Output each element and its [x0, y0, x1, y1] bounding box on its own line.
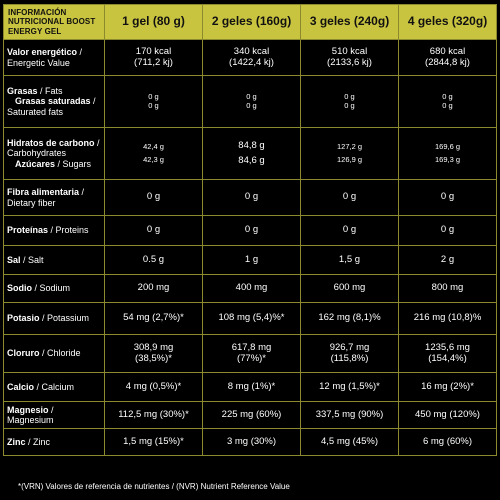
sublabel-sep: / Sugars	[55, 158, 92, 169]
label-en: / Potassium	[39, 313, 90, 324]
cell-value: 0 g	[203, 216, 301, 246]
table-row	[4, 402, 497, 429]
cell-value: 0 g	[301, 180, 399, 216]
label-es: Zinc	[7, 436, 26, 447]
label-sep: /	[77, 47, 83, 58]
label-sep: /	[79, 187, 85, 198]
label-es: Magnesio	[7, 404, 49, 415]
row-label	[4, 216, 105, 246]
cell-value: 0 g	[301, 216, 399, 246]
footnote: *(VRN) Valores de referencia de nutrientes / (NVR) Nutrient Reference Value	[18, 482, 290, 491]
cell-value: 0.5 g	[105, 246, 203, 275]
nutrition-table	[3, 4, 497, 456]
cell-value: 12 mg (1,5%)*	[301, 373, 399, 402]
cell-value: 108 mg (5,4)%*	[203, 303, 301, 335]
title-line: ENERGY GEL	[8, 26, 62, 36]
cell-value	[301, 335, 399, 373]
label-en: / Magnesium	[7, 404, 54, 425]
label-es: Fibra alimentaria	[7, 187, 80, 198]
value-sub: (154,4%)	[428, 352, 467, 364]
row-label	[4, 335, 105, 373]
cell-value: 0 g	[399, 216, 497, 246]
value-sub: 169,3 g	[434, 154, 461, 164]
value-main: 617,8 mg	[231, 341, 272, 353]
value-main: 42,4 g	[143, 141, 164, 151]
cell-value	[301, 76, 399, 128]
cell-value: 0 g	[105, 180, 203, 216]
cell-value: 0 g	[399, 180, 497, 216]
header-row	[4, 5, 497, 40]
value-main: 308,9 mg	[133, 341, 174, 353]
value-sub: 0 g	[246, 100, 257, 110]
cell-value	[301, 40, 399, 76]
cell-value: 800 mg	[399, 275, 497, 303]
row-label	[4, 180, 105, 216]
label-es: Sal	[7, 254, 21, 265]
table-row	[4, 246, 497, 275]
value-main: 0 g	[246, 91, 257, 101]
column-header-3-geles: 3 geles (240g)	[301, 5, 399, 40]
value-main: 170 kcal	[135, 45, 172, 57]
cell-value: 0 g	[105, 216, 203, 246]
cell-value	[105, 76, 203, 128]
value-main: 84,8 g	[238, 139, 265, 151]
value-main: 680 kcal	[429, 45, 466, 57]
value-sub: (2133,6 kj)	[327, 56, 372, 68]
value-sub: (38,5%)*	[135, 352, 172, 364]
cell-value: 162 mg (8,1)%	[301, 303, 399, 335]
row-label	[4, 373, 105, 402]
value-main: 169,6 g	[434, 141, 461, 151]
value-main: 1235,6 mg	[425, 341, 470, 353]
row-label	[4, 303, 105, 335]
row-label	[4, 128, 105, 180]
sublabel-en: Saturated fats	[7, 106, 64, 117]
column-header-4-geles: 4 geles (320g)	[399, 5, 497, 40]
sublabel	[7, 159, 101, 169]
label-en: Dietary fiber	[7, 197, 56, 208]
label-es: Potasio	[7, 313, 40, 324]
sublabel-es: Azúcares	[15, 158, 56, 169]
value-main: 0 g	[148, 91, 159, 101]
value-sub: 42,3 g	[143, 154, 164, 164]
cell-value	[399, 76, 497, 128]
cell-value	[399, 128, 497, 180]
title-line: INFORMACIÓN	[8, 8, 67, 18]
cell-value	[203, 128, 301, 180]
sublabel	[7, 96, 101, 106]
cell-value: 8 mg (1%)*	[203, 373, 301, 402]
label-sep: / Fats	[37, 85, 63, 96]
value-sub: 84,6 g	[238, 154, 265, 166]
cell-value	[105, 335, 203, 373]
label-en: / Proteins	[48, 225, 89, 236]
label-es: Sodio	[7, 283, 32, 294]
table-row	[4, 40, 497, 76]
value-sub: (2844,8 kj)	[425, 56, 470, 68]
title-line: NUTRICIONAL BOOST	[8, 17, 96, 27]
label-en: / Zinc	[25, 436, 51, 447]
cell-value	[301, 128, 399, 180]
table-title	[4, 5, 105, 40]
column-header-2-geles: 2 geles (160g)	[203, 5, 301, 40]
value-sub: (1422,4 kj)	[229, 56, 274, 68]
table-row	[4, 275, 497, 303]
label-es: Valor energético	[7, 47, 78, 58]
table-row	[4, 303, 497, 335]
value-sub: 126,9 g	[336, 154, 363, 164]
sublabel-sep: /	[90, 96, 96, 107]
cell-value: 1 g	[203, 246, 301, 275]
cell-value: 450 mg (120%)	[399, 402, 497, 429]
cell-value	[105, 40, 203, 76]
cell-value: 4 mg (0,5%)*	[105, 373, 203, 402]
table-row	[4, 128, 497, 180]
cell-value: 112,5 mg (30%)*	[105, 402, 203, 429]
label-en: / Chloride	[39, 348, 81, 359]
cell-value	[399, 335, 497, 373]
column-header-1-gel: 1 gel (80 g)	[105, 5, 203, 40]
cell-value: 6 mg (60%)	[399, 429, 497, 456]
value-sub: 0 g	[442, 100, 453, 110]
row-label	[4, 402, 105, 429]
cell-value: 200 mg	[105, 275, 203, 303]
cell-value: 1,5 g	[301, 246, 399, 275]
cell-value: 216 mg (10,8)%	[399, 303, 497, 335]
label-en: / Salt	[20, 254, 44, 265]
cell-value: 225 mg (60%)	[203, 402, 301, 429]
cell-value: 4,5 mg (45%)	[301, 429, 399, 456]
cell-value: 0 g	[203, 180, 301, 216]
label-en: / Calcium	[34, 381, 75, 392]
row-label	[4, 40, 105, 76]
table-row	[4, 180, 497, 216]
value-main: 0 g	[344, 91, 355, 101]
cell-value: 3 mg (30%)	[203, 429, 301, 456]
label-en: / Sodium	[32, 283, 71, 294]
row-label	[4, 76, 105, 128]
value-sub: 0 g	[148, 100, 159, 110]
cell-value	[203, 335, 301, 373]
cell-value: 400 mg	[203, 275, 301, 303]
label-es: Hidratos de carbono	[7, 137, 95, 148]
cell-value	[203, 40, 301, 76]
cell-value: 54 mg (2,7%)*	[105, 303, 203, 335]
value-sub: 0 g	[344, 100, 355, 110]
sublabel-es: Grasas saturadas	[15, 96, 91, 107]
row-label	[4, 246, 105, 275]
value-sub: (711,2 kj)	[134, 56, 173, 68]
label-es: Calcio	[7, 381, 35, 392]
value-sub: (115,8%)	[330, 352, 369, 364]
label-en: Carbohydrates	[7, 148, 67, 159]
table-row	[4, 373, 497, 402]
table-row	[4, 335, 497, 373]
value-sub: (77%)*	[236, 352, 267, 364]
label-es: Proteínas	[7, 225, 49, 236]
value-main: 510 kcal	[331, 45, 368, 57]
value-main: 127,2 g	[336, 141, 363, 151]
cell-value: 16 mg (2%)*	[399, 373, 497, 402]
label-es: Cloruro	[7, 348, 40, 359]
table-row	[4, 76, 497, 128]
cell-value: 2 g	[399, 246, 497, 275]
cell-value: 1,5 mg (15%)*	[105, 429, 203, 456]
label-sep: /	[94, 137, 100, 148]
label-en: Energetic Value	[7, 57, 70, 68]
cell-value: 600 mg	[301, 275, 399, 303]
row-label	[4, 275, 105, 303]
cell-value	[105, 128, 203, 180]
cell-value	[203, 76, 301, 128]
cell-value: 337,5 mg (90%)	[301, 402, 399, 429]
value-main: 926,7 mg	[329, 341, 370, 353]
cell-value	[399, 40, 497, 76]
value-main: 0 g	[442, 91, 453, 101]
table-row	[4, 429, 497, 456]
value-main: 340 kcal	[233, 45, 270, 57]
table-row	[4, 216, 497, 246]
label-es: Grasas	[7, 85, 38, 96]
row-label	[4, 429, 105, 456]
